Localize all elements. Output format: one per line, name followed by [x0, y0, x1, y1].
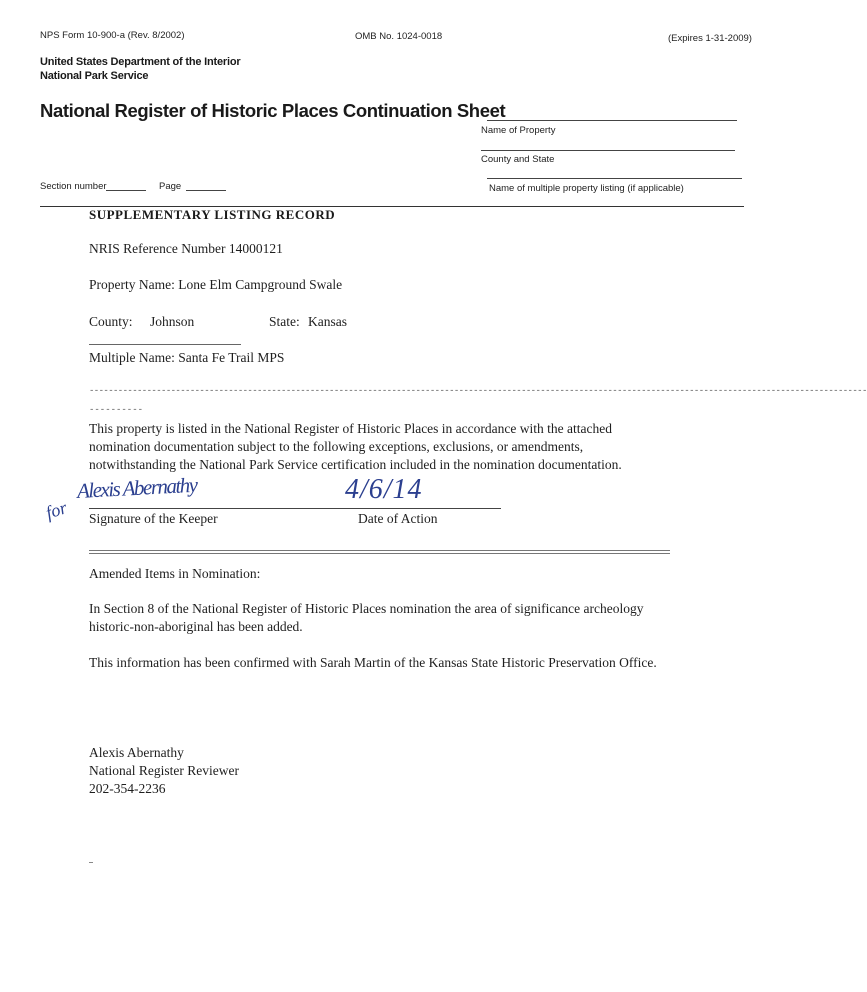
agency-bureau: National Park Service: [40, 70, 149, 82]
multiple-name: Multiple Name: Santa Fe Trail MPS: [89, 350, 285, 365]
signature-line: [89, 508, 501, 509]
expiration-date: (Expires 1-31-2009): [668, 33, 752, 44]
multiple-listing-label: Name of multiple property listing (if applicable): [489, 183, 684, 194]
record-heading: SUPPLEMENTARY LISTING RECORD: [89, 207, 336, 222]
name-of-property-label: Name of Property: [481, 125, 556, 136]
amendment-line-1: In Section 8 of the National Register of Historic Places nomination the area of significance archeology: [89, 601, 644, 616]
reviewer-title: National Register Reviewer: [89, 763, 239, 778]
stray-mark: [89, 862, 93, 863]
signature-for-mark: for: [43, 497, 70, 523]
county-state-line: [481, 150, 735, 151]
county-value: Johnson: [150, 314, 195, 329]
page-title: National Register of Historic Places Continuation Sheet: [40, 100, 506, 121]
form-id: NPS Form 10-900-a (Rev. 8/2002): [40, 30, 185, 41]
agency-name: United States Department of the Interior: [40, 56, 241, 68]
name-of-property-line: [487, 120, 737, 121]
section-number-field: [106, 190, 146, 191]
listing-statement-line-2: nomination documentation subject to the following exceptions, exclusions, or amendments,: [89, 439, 584, 454]
multiple-listing-line: [487, 178, 742, 179]
page-number-field: [186, 190, 226, 191]
dashed-separator-tail: ----------: [89, 405, 144, 415]
state-label: State:: [269, 314, 300, 329]
amendment-line-2: historic-non-aboriginal has been added.: [89, 619, 303, 634]
nris-reference: NRIS Reference Number 14000121: [89, 241, 283, 256]
date-of-action-label: Date of Action: [358, 511, 438, 526]
state-value: Kansas: [308, 314, 347, 329]
page-label: Page: [159, 181, 182, 192]
listing-statement-line-3: notwithstanding the National Park Service certification included in the nomination documentation.: [89, 457, 622, 472]
amended-items-heading: Amended Items in Nomination:: [89, 566, 261, 581]
multiple-name-rule: [89, 344, 241, 345]
keeper-signature: Alexis Abernathy: [76, 472, 198, 503]
reviewer-name: Alexis Abernathy: [89, 745, 184, 760]
county-state-label: County and State: [481, 154, 555, 165]
section-number-label: Section number: [40, 181, 107, 192]
omb-number: OMB No. 1024-0018: [355, 31, 443, 42]
double-rule-separator: [89, 550, 670, 554]
property-name: Property Name: Lone Elm Campground Swale: [89, 277, 343, 292]
date-of-action-handwritten: 4/6/14: [345, 474, 423, 505]
county-label: County:: [89, 314, 133, 329]
confirmation-note: This information has been confirmed with Sarah Martin of the Kansas State Historic Preservation Office.: [89, 655, 657, 670]
dashed-separator: ------------------------------------------------------------------------------------------------------------------------------------------------------------------: [89, 386, 867, 396]
signature-label: Signature of the Keeper: [89, 511, 218, 526]
reviewer-phone: 202-354-2236: [89, 781, 166, 796]
listing-statement-line-1: This property is listed in the National Register of Historic Places in accordance with the attached: [89, 421, 612, 436]
